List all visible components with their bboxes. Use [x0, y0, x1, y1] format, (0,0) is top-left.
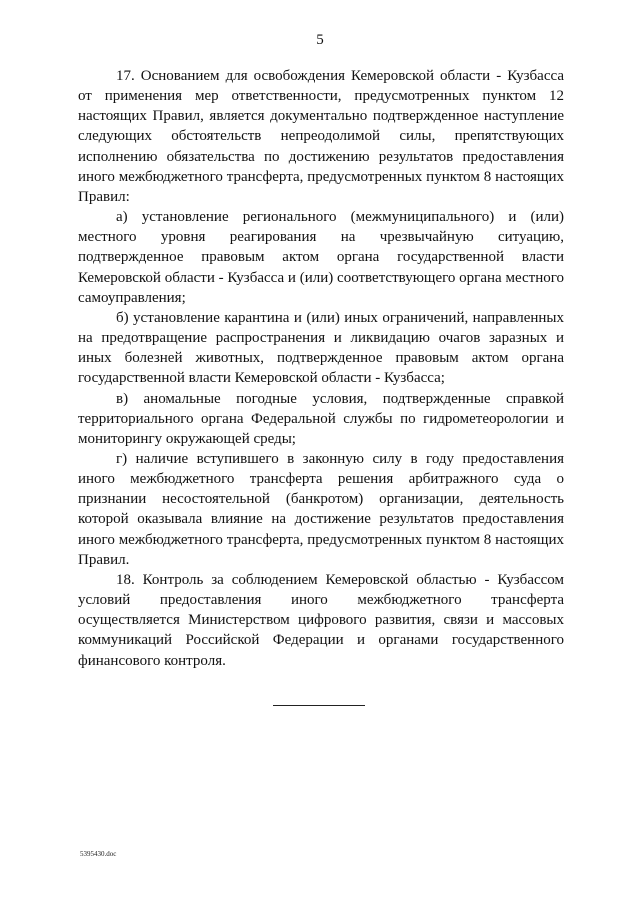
end-separator-line	[273, 705, 365, 706]
footer-file-name: 5395430.doc	[80, 850, 117, 858]
paragraph-17-item-a: а) установление регионального (межмуниципального) и (или) местного уровня реагирования на чрезвычайную ситуацию, подтвержденное правовым актом органа государственной власти Кемеровской области - Кузбасса и (или) соответствующего органа местного самоуправления;	[78, 209, 564, 306]
paragraph-18: 18. Контроль за соблюдением Кемеровской областью - Кузбассом условий предоставления иного межбюджетного трансферта осуществляется Министерством цифрового развития, связи и массовых коммуникаций Российской Федерации и органами государственного финансового контроля.	[78, 571, 564, 669]
page-number: 5	[316, 32, 324, 48]
paragraph-17-item-v: в) аномальные погодные условия, подтвержденные справкой территориального органа Федеральной службы по гидрометеорологии и мониторингу окружающей среды;	[78, 390, 564, 447]
document-body	[78, 66, 564, 671]
paragraph-17-item-g: г) наличие вступившего в законную силу в году предоставления иного межбюджетного трансферта решения арбитражного суда о признании несостоятельной (банкротом) организации, деятельность которой оказывала влияние на достижение результатов предоставления иного межбюджетного трансферта, предусмотренных пунктом 8 настоящих Правил.	[78, 450, 564, 568]
paragraph-17-item-b: б) установление карантина и (или) иных ограничений, направленных на предотвращение распространения и ликвидацию очагов заразных и иных болезней животных, подтвержденное правовым актом органа государственной власти Кемеровской области - Кузбасса;	[78, 309, 564, 387]
paragraph-17: 17. Основанием для освобождения Кемеровской области - Кузбасса от применения мер ответственности, предусмотренных пунктом 12 настоящих Правил, является документально подтвержденное наступление следующих обстоятельств непреодолимой силы, препятствующих исполнению обязательства по достижению результатов предоставления иного межбюджетного трансферта, предусмотренных пунктом 8 настоящих Правил:	[78, 68, 564, 205]
